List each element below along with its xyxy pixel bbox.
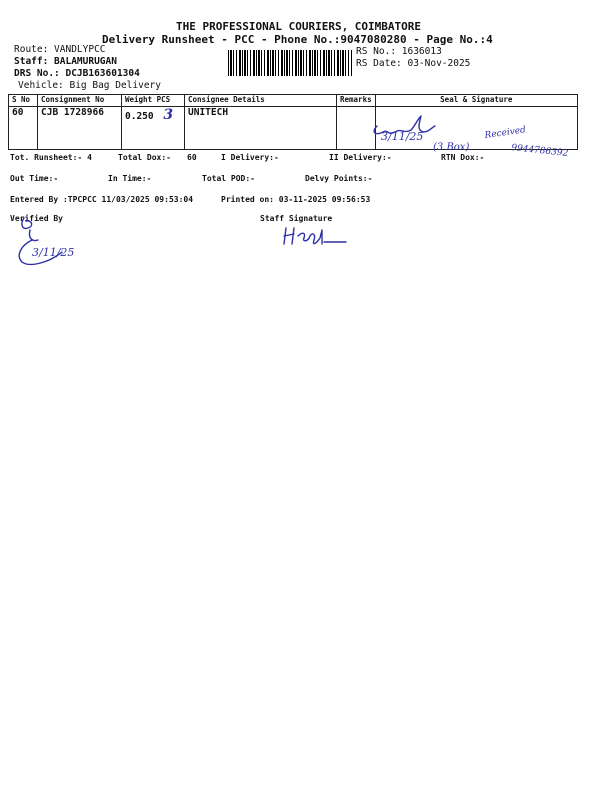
col-pcs: PCS (156, 95, 171, 104)
verified-signature (10, 212, 100, 270)
staff-signature (280, 224, 360, 250)
drs-label: DRS No.: DCJB163601304 (14, 68, 140, 79)
staff-label: Staff: BALAMURUGAN (14, 56, 117, 67)
rs-date: RS Date: 03-Nov-2025 (356, 58, 471, 69)
cell-weight: 0.250 (125, 111, 154, 122)
staff-signature-label: Staff Signature (260, 214, 333, 223)
cell-consignee: UNITECH (185, 107, 337, 150)
verified-scribble (22, 218, 38, 241)
cell-weight-pcs (122, 107, 185, 150)
col-sno: S No (9, 95, 38, 107)
verified-date: 3/11/25 (32, 246, 75, 259)
col-consignee: Consignee Details (185, 95, 337, 107)
runsheet-subtitle: Delivery Runsheet - PCC - Phone No.:9047080280 - Page No.:4 (102, 33, 493, 46)
col-consignment: Consignment No (38, 95, 122, 107)
vehicle-label: Vehicle: Big Bag Delivery (18, 80, 161, 91)
table-header-row (9, 95, 578, 107)
in-time: In Time:- (108, 174, 152, 183)
company-title: THE PROFESSIONAL COURIERS, COIMBATORE (176, 20, 422, 33)
total-dox-value: 60 (187, 153, 197, 162)
seal-phone: 9944786392 (510, 143, 569, 159)
total-pod: Total POD:- (202, 174, 255, 183)
out-time: Out Time:- (10, 174, 59, 183)
seal-note: (3 Box) (433, 142, 470, 153)
seal-date: 3/11/25 (381, 130, 424, 143)
col-seal-signature: Seal & Signature (375, 95, 577, 107)
cell-consignment: CJB 1728966 (38, 107, 122, 150)
col-weight-pcs (122, 95, 185, 107)
col-remarks: Remarks (337, 95, 376, 107)
entered-by: Entered By :TPCPCC 11/03/2025 09:53:04 (10, 195, 194, 204)
delvy-points: Delvy Points:- (305, 174, 373, 183)
rtn-dox: RTN Dox:- (441, 153, 485, 162)
col-weight: Weight (125, 95, 153, 104)
route-label: Route: VANDLYPCC (14, 44, 106, 55)
i-delivery: I Delivery:- (221, 153, 279, 162)
tot-runsheet: Tot. Runsheet:- 4 (10, 153, 92, 162)
verified-by-label: Verified By (10, 214, 63, 223)
staff-signature-scribble (284, 228, 346, 244)
printed-on: Printed on: 03-11-2025 09:56:53 (221, 195, 371, 204)
seal-received: Received (484, 125, 527, 141)
total-dox-label: Total Dox:- (118, 153, 171, 162)
rs-number: RS No.: 1636013 (356, 46, 442, 57)
barcode (228, 50, 352, 76)
cell-pcs: 3 (163, 107, 174, 123)
ii-delivery: II Delivery:- (329, 153, 392, 162)
cell-sno: 60 (9, 107, 38, 150)
